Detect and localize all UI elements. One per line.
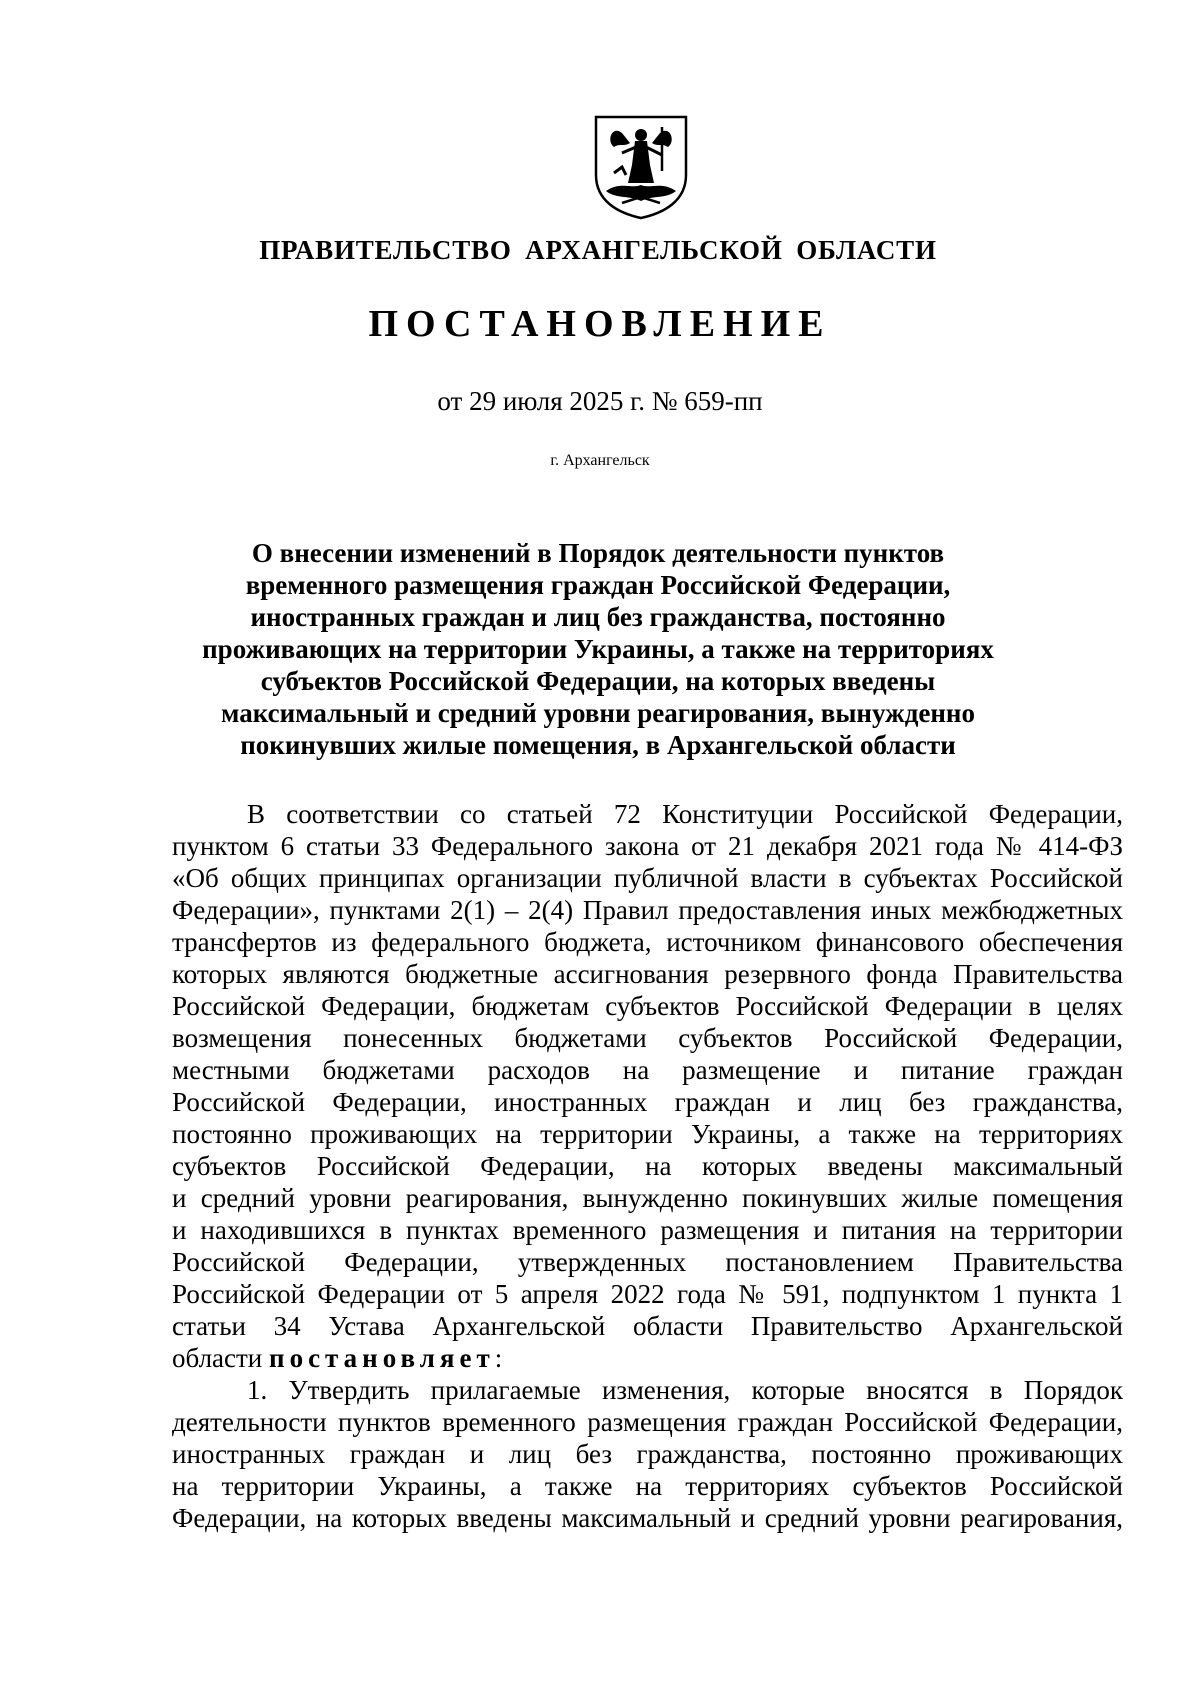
body-line: и находившихся в пунктах временного размещения и питания на территории: [172, 1215, 1123, 1245]
body-line: «Об общих принципах организации публичной власти в субъектах Российской: [172, 863, 1123, 893]
document-subject: [198, 537, 998, 761]
subject-line: проживающих на территории Украины, а также на территориях: [202, 634, 994, 664]
item-line: иностранных граждан и лиц без гражданства, постоянно проживающих: [172, 1439, 1123, 1469]
body-line: местными бюджетами расходов на размещение и питание граждан: [172, 1055, 1123, 1085]
decree-prefix: области: [172, 1343, 270, 1373]
body-line: Российской Федерации от 5 апреля 2022 года № 591, подпунктом 1 пункта 1: [172, 1279, 1123, 1309]
body-line: Российской Федерации, иностранных граждан и лиц без гражданства,: [172, 1087, 1123, 1117]
subject-line: иностранных граждан и лиц без гражданства, постоянно: [250, 602, 946, 632]
decree-word: постановляет: [269, 1343, 495, 1373]
body-line: пунктом 6 статьи 33 Федерального закона от 21 декабря 2021 года № 414-ФЗ: [172, 831, 1123, 861]
body-line: статьи 34 Устава Архангельской области Правительство Архангельской: [172, 1311, 1123, 1341]
item-line: деятельности пунктов временного размещения граждан Российской Федерации,: [172, 1407, 1123, 1437]
document-number-date: от 29 июля 2025 г. № 659-пп: [437, 386, 763, 416]
body-line: и средний уровни реагирования, вынужденно покинувших жилые помещения: [172, 1183, 1123, 1213]
subject-line: временного размещения граждан Российской Федерации,: [245, 570, 951, 600]
decree-suffix: :: [494, 1343, 503, 1373]
document-place: г. Архангельск: [550, 452, 650, 469]
body-line: постоянно проживающих на территории Украины, а также на территориях: [172, 1119, 1123, 1149]
body-line: В соответствии со статьей 72 Конституции Российской Федерации,: [247, 799, 1123, 829]
item-line: 1. Утвердить прилагаемые изменения, которые вносятся в Порядок: [247, 1375, 1123, 1405]
subject-line: субъектов Российской Федерации, на которых введены: [260, 666, 936, 696]
document-body: [172, 798, 1123, 1534]
government-title: ПРАВИТЕЛЬСТВО АРХАНГЕЛЬСКОЙ ОБЛАСТИ: [259, 235, 937, 265]
body-line: Российской Федерации, утвержденных постановлением Правительства: [172, 1247, 1123, 1277]
body-line: возмещения понесенных бюджетами субъектов Российской Федерации,: [172, 1023, 1123, 1053]
body-line: субъектов Российской Федерации, на которых введены максимальный: [172, 1151, 1123, 1181]
coat-of-arms-icon: [592, 113, 690, 221]
decree-line: [172, 1342, 1123, 1374]
body-line: Российской Федерации, бюджетам субъектов Российской Федерации в целях: [172, 991, 1123, 1021]
body-line: Федерации», пунктами 2(1) – 2(4) Правил предоставления иных межбюджетных: [172, 895, 1123, 925]
subject-line: максимальный и средний уровни реагирования, вынужденно: [221, 698, 975, 728]
item-line: Федерации, на которых введены максимальный и средний уровни реагирования,: [172, 1503, 1123, 1533]
body-line: которых являются бюджетные ассигнования резервного фонда Правительства: [172, 959, 1123, 989]
subject-line: покинувших жилые помещения, в Архангельской области: [240, 730, 956, 760]
body-line: трансфертов из федерального бюджета, источником финансового обеспечения: [172, 927, 1123, 957]
item-line: на территории Украины, а также на территориях субъектов Российской: [172, 1471, 1123, 1501]
document-type: ПОСТАНОВЛЕНИЕ: [368, 303, 832, 345]
subject-line: О внесении изменений в Порядок деятельности пунктов: [251, 538, 945, 568]
